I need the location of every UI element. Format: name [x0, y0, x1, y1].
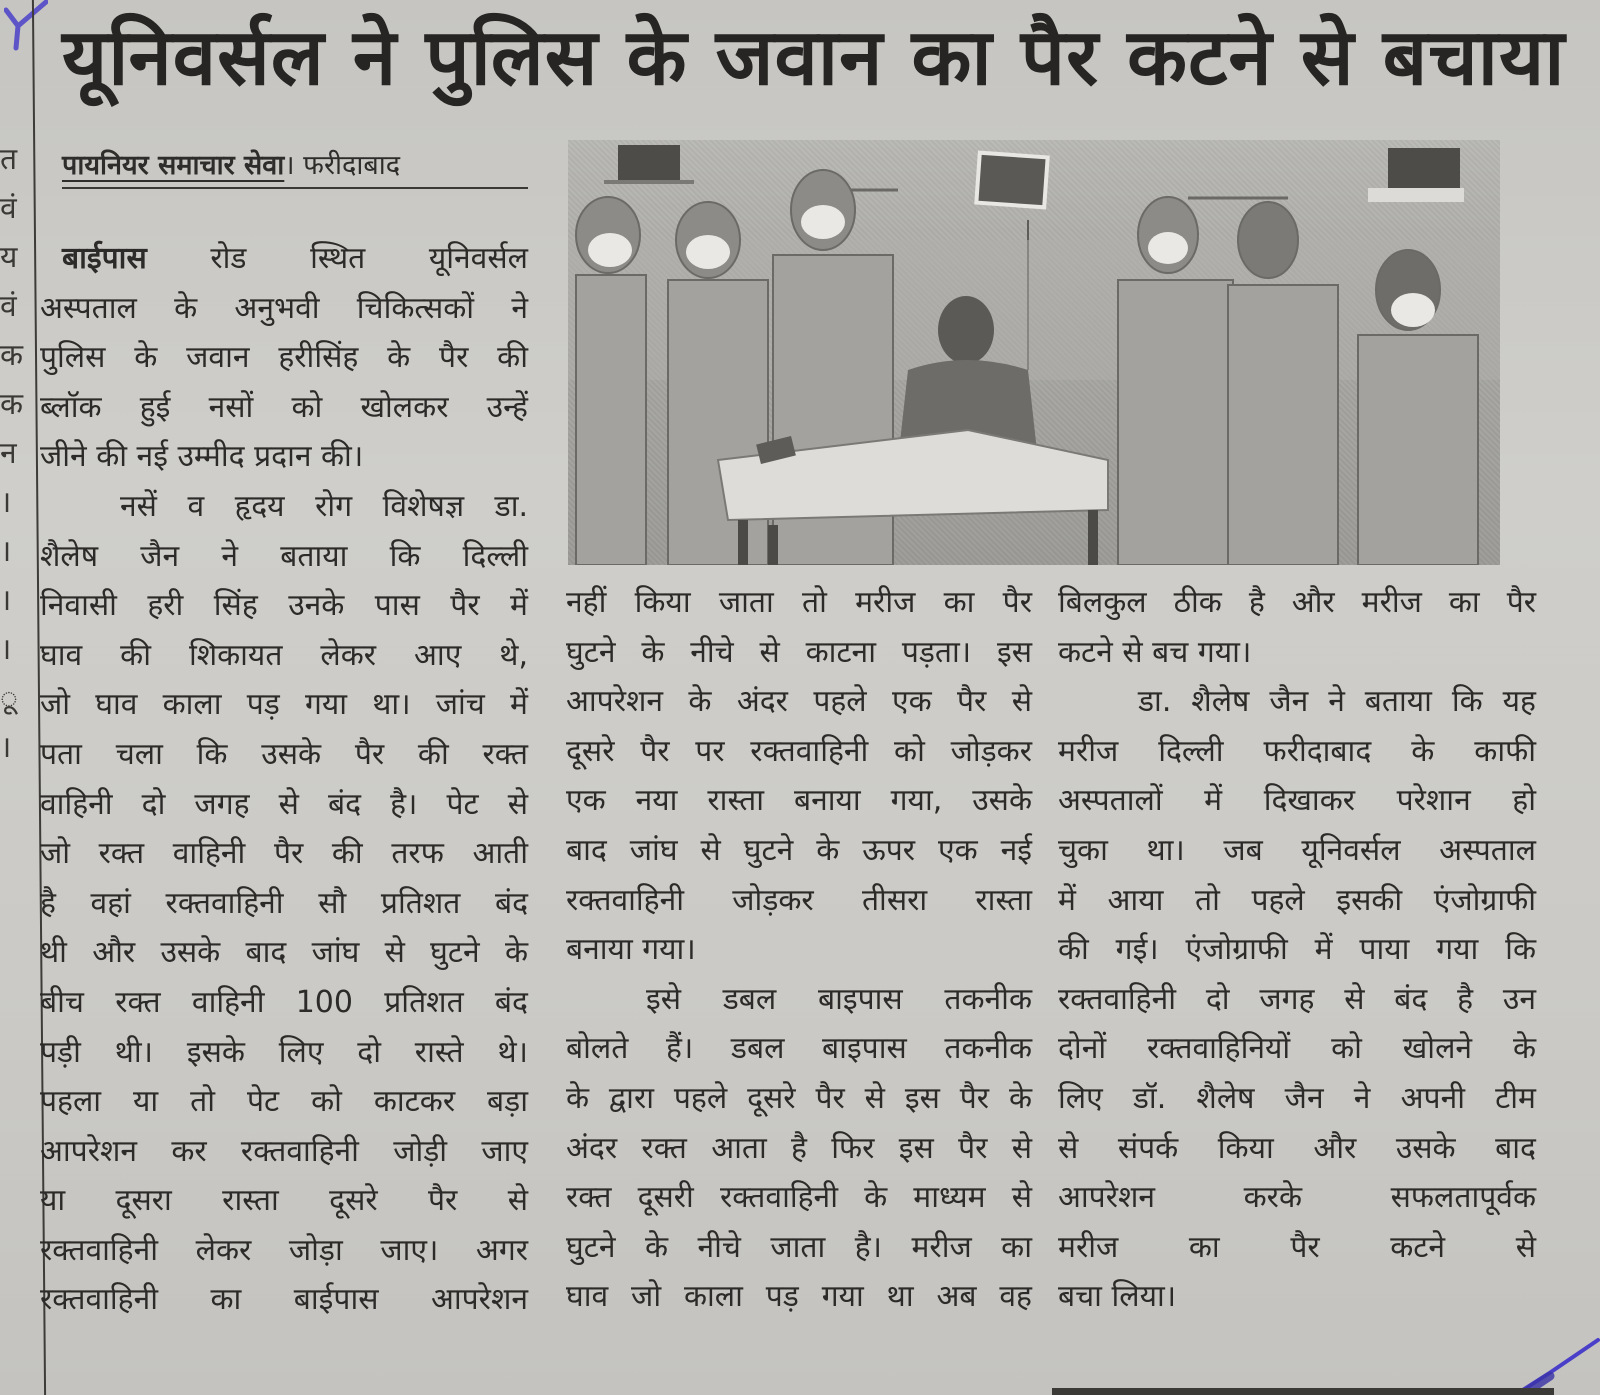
text-line: इसे डबल बाइपास तकनीक	[646, 981, 1032, 1017]
byline	[62, 146, 528, 189]
text-line: पहला या तो पेट को काटकर बड़ा	[40, 1084, 528, 1120]
headline: यूनिवर्सल ने पुलिस के जवान का पैर कटने से बचाया	[62, 13, 1566, 103]
text-line: अस्पतालों में दिखाकर परेशान हो	[1058, 783, 1536, 819]
text-line: जीने की नई उम्मीद प्रदान की।	[40, 439, 364, 475]
text-line: जो घाव काला पड़ गया था। जांच में	[40, 687, 528, 723]
fragment: ।	[0, 485, 12, 520]
text-line: बाईपास रोड स्थित यूनिवर्सल	[62, 241, 528, 276]
text-line: घाव जो काला पड़ गया था अब वह	[566, 1279, 1032, 1315]
text-line: वाहिनी दो जगह से बंद है। पेट से	[40, 786, 528, 822]
fragment: ।	[0, 632, 12, 667]
text-line: मरीज दिल्ली फरीदाबाद के काफी	[1058, 733, 1536, 769]
fragment: न	[0, 436, 17, 471]
fragment: ू	[0, 681, 18, 716]
text-line: कटने से बच गया।	[1058, 634, 1252, 670]
fragment: ।	[0, 730, 12, 765]
text-line: घुटने के नीचे जाता है। मरीज का	[566, 1229, 1032, 1265]
fragment: क	[0, 387, 24, 422]
text-line: बाद जांघ से घुटने के ऊपर एक नई	[566, 832, 1032, 868]
text-line: रक्तवाहिनी जोड़कर तीसरा रास्ता	[566, 882, 1032, 918]
byline-separator: ।	[284, 150, 295, 181]
fragment: वं	[0, 289, 17, 324]
text-line: पुलिस के जवान हरीसिंह के पैर की	[40, 340, 528, 376]
text-line: नसें व हृदय रोग विशेषज्ञ डा.	[120, 488, 528, 524]
medical-team-photo-illustration	[568, 140, 1500, 565]
text-line: या दूसरा रास्ता दूसरे पैर से	[40, 1183, 528, 1219]
text-line: डा. शैलेष जैन ने बताया कि यह	[1138, 684, 1536, 720]
text-line: आपरेशन कर रक्तवाहिनी जोड़ी जाए	[40, 1133, 528, 1169]
text-line: आपरेशन के अंदर पहले एक पैर से	[566, 684, 1032, 720]
text-line: है वहां रक्तवाहिनी सौ प्रतिशत बंद	[40, 885, 528, 921]
text-line: ब्लॉक हुई नसों को खोलकर उन्हें	[40, 389, 528, 425]
article-column-2	[566, 578, 1032, 1322]
text-line: में आया तो पहले इसकी एंजोग्राफी	[1058, 882, 1536, 918]
text-line: घाव की शिकायत लेकर आए थे,	[40, 637, 528, 673]
text-line: शैलेष जैन ने बताया कि दिल्ली	[40, 538, 528, 574]
fragment: ।	[0, 534, 12, 569]
text-line: बनाया गया।	[566, 932, 696, 968]
text-line: पता चला कि उसके पैर की रक्त	[40, 736, 528, 772]
byline-agency: पायनियर समाचार सेवा	[62, 150, 285, 181]
text-line: रक्त दूसरी रक्तवाहिनी के माध्यम से	[566, 1180, 1032, 1216]
text-line: के द्वारा पहले दूसरे पैर से इस पैर के	[566, 1080, 1032, 1116]
text-line: जो रक्त वाहिनी पैर की तरफ आती	[40, 836, 528, 872]
bottom-border-rule	[1052, 1388, 1554, 1395]
article-column-3	[1058, 578, 1536, 1322]
fragment: वं	[0, 191, 17, 226]
text-line: लिए डॉ. शैलेष जैन ने अपनी टीम	[1058, 1080, 1536, 1116]
text-line: दूसरे पैर पर रक्तवाहिनी को जोड़कर	[566, 733, 1032, 769]
text-line: घुटने के नीचे से काटना पड़ता। इस	[566, 634, 1032, 670]
text-line: मरीज का पैर कटने से	[1058, 1229, 1536, 1265]
lead-word: बाईपास	[62, 241, 147, 276]
text-line: निवासी हरी सिंह उनके पास पैर में	[40, 588, 528, 624]
text-line: अस्पताल के अनुभवी चिकित्सकों ने	[40, 290, 528, 326]
text-line: अंदर रक्त आता है फिर इस पैर से	[566, 1130, 1032, 1166]
text-line: बोलते हैं। डबल बाइपास तकनीक	[566, 1031, 1032, 1067]
text-line: रक्तवाहिनी का बाईपास आपरेशन	[40, 1282, 528, 1318]
byline-location: फरीदाबाद	[303, 150, 401, 181]
article-column-1	[40, 234, 528, 1325]
text-line: आपरेशन करके सफलतापूर्वक	[1058, 1180, 1536, 1216]
text-line: चुका था। जब यूनिवर्सल अस्पताल	[1058, 832, 1536, 868]
text-line: की गई। एंजोग्राफी में पाया गया कि	[1058, 932, 1536, 968]
pen-tick-mark-icon	[4, 0, 48, 52]
text-line: पड़ी थी। इसके लिए दो रास्ते थे।	[40, 1034, 528, 1070]
fragment: क	[0, 338, 24, 373]
pen-stroke-mark-icon	[1508, 1336, 1600, 1395]
text-line: रक्तवाहिनी लेकर जोड़ा जाए। अगर	[40, 1232, 528, 1268]
text-line: नहीं किया जाता तो मरीज का पैर	[566, 585, 1032, 620]
text-line: दोनों रक्तवाहिनियों को खोलने के	[1058, 1031, 1536, 1067]
text-line: बिलकुल ठीक है और मरीज का पैर	[1058, 585, 1536, 620]
text-line: बचा लिया।	[1058, 1279, 1177, 1315]
text-line: एक नया रास्ता बनाया गया, उसके	[566, 783, 1032, 819]
fragment: त	[0, 142, 18, 177]
text-line: बीच रक्त वाहिनी 100 प्रतिशत बंद	[40, 984, 528, 1020]
text-line: थी और उसके बाद जांघ से घुटने के	[40, 935, 528, 971]
article-photo	[568, 140, 1500, 565]
text-line: रक्तवाहिनी दो जगह से बंद है उन	[1058, 981, 1536, 1017]
text-line: से संपर्क किया और उसके बाद	[1058, 1130, 1536, 1166]
fragment: ।	[0, 583, 12, 618]
fragment: य	[0, 240, 18, 275]
adjacent-column-fragments	[0, 135, 28, 772]
